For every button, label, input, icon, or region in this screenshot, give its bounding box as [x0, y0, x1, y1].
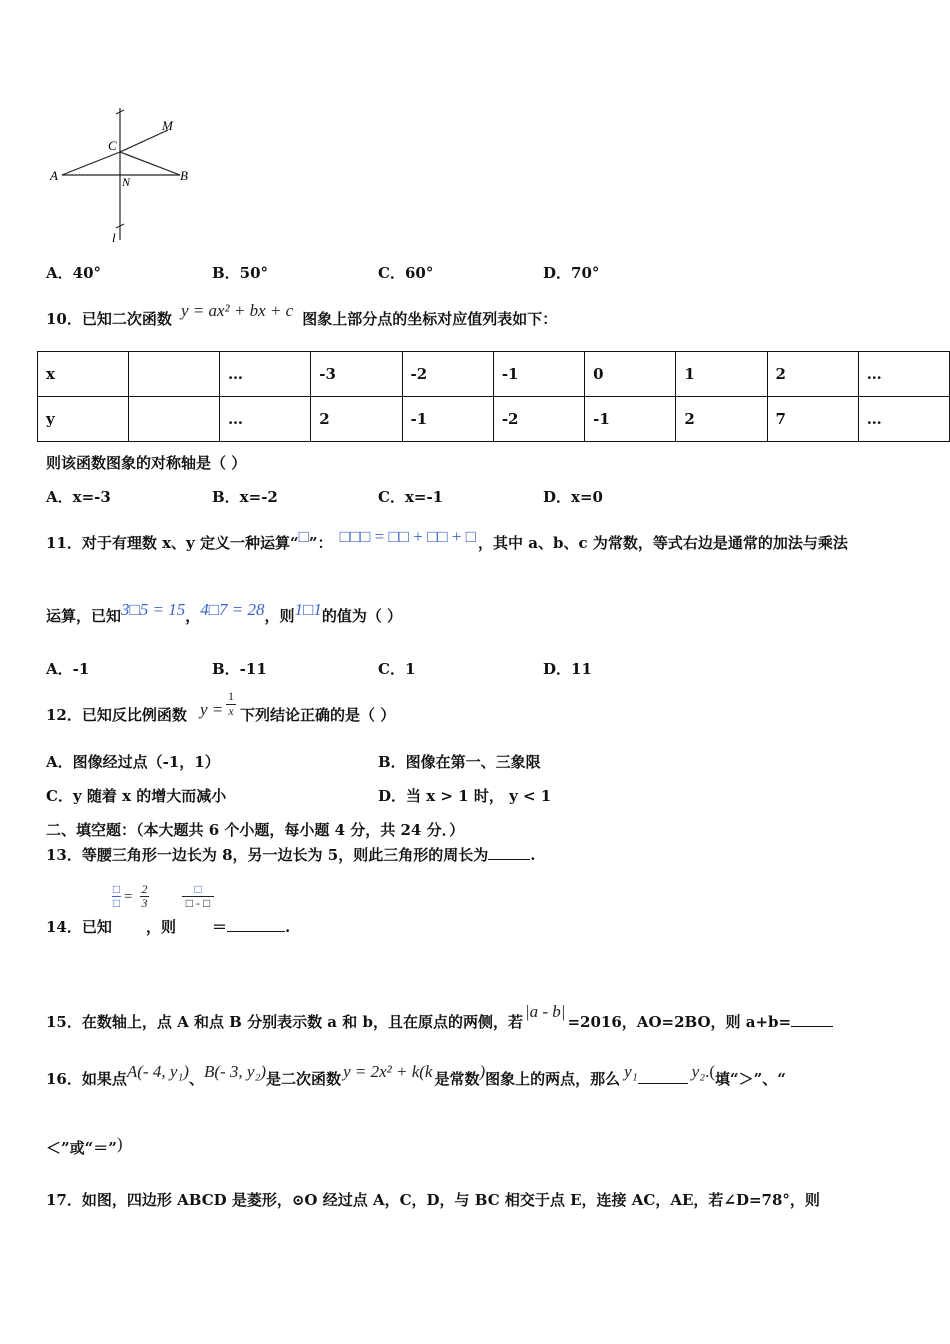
q16-y1: y₁ [624, 1062, 638, 1081]
table-cell: 7 [767, 397, 858, 442]
table-cell: x [38, 352, 129, 397]
table-cell: 0 [585, 352, 676, 397]
q10-question: 则该函数图象的对称轴是（ ） [46, 454, 247, 472]
label-a: A [50, 168, 58, 183]
q14-eq: = [124, 889, 133, 905]
q14-frac1 [112, 883, 121, 910]
table-cell: -1 [585, 397, 676, 442]
q10-suffix: 图象上部分点的坐标对应值列表如下： [302, 310, 558, 328]
q12-option-b[interactable]: B．图像在第一、三象限 [378, 753, 541, 771]
q14-frac1-rhs [140, 883, 149, 910]
q14-frac1-rden: 3 [141, 896, 148, 910]
q14-frac2-num: □ [194, 882, 202, 896]
q16-paren: ) [479, 1062, 486, 1081]
q11-option-d[interactable]: D．11 [543, 660, 592, 678]
q15-stem [46, 1002, 833, 1032]
q16-stem-line2 [46, 1134, 123, 1158]
q16-sep: 、 [188, 1070, 204, 1088]
q16-y2-tail: .( [705, 1062, 716, 1081]
q12-prefix: 12．已知反比例函数 [46, 706, 187, 724]
q14-middle: ，则 [146, 918, 177, 936]
q16-point-a: A(- 4, y₁) [126, 1062, 189, 1081]
table-cell: … [858, 397, 949, 442]
q11-formula: □□□ = □□ + □□ + □ [339, 527, 477, 546]
q13-text: 13．等腰三角形一边长为 8，另一边长为 5，则此三角形的周长为 [46, 846, 489, 864]
q15-answer-blank[interactable] [791, 1012, 833, 1027]
table-cell [129, 352, 220, 397]
segment-ac [62, 152, 120, 175]
table-cell: … [858, 352, 949, 397]
q14-frac1-den: □ [112, 896, 121, 910]
label-n: N [122, 175, 131, 189]
q14-end: . [285, 918, 291, 936]
q13-answer-blank[interactable] [488, 845, 530, 860]
q12-option-a[interactable]: A．图像经过点（-1，1） [46, 753, 220, 771]
q10-prefix: 10．已知二次函数 [46, 310, 172, 328]
q11-suffix: ，其中 a、b、c 为常数，等式右边是通常的加法与乘法 [478, 534, 848, 552]
q10-option-b[interactable]: B．x=-2 [212, 488, 278, 506]
q14-frac2-den: □ - □ [182, 896, 214, 910]
table-cell: y [38, 397, 129, 442]
q12-formula-lhs: y = [200, 700, 224, 719]
table-cell: 2 [311, 397, 402, 442]
q14-suffix: ＝ [212, 918, 228, 936]
q12-option-d[interactable]: D．当 x > 1 时， y < 1 [378, 787, 552, 805]
q16-line2: ＜”或“＝” [46, 1139, 117, 1157]
table-cell: … [219, 352, 310, 397]
table-cell: -2 [493, 397, 584, 442]
q13-end: . [530, 846, 536, 864]
segment-cb [120, 152, 180, 175]
q11-eq2: 4□7 = 28 [200, 600, 265, 619]
q11-stem-line1 [46, 527, 848, 553]
q15-text: 15．在数轴上，点 A 和点 B 分别表示数 a 和 b，且在原点的两侧，若 [46, 1013, 523, 1031]
q10-option-d[interactable]: D．x=0 [543, 488, 603, 506]
q17-stem: 17．如图，四边形 ABCD 是菱形，⊙O 经过点 A，C，D，与 BC 相交于点 E，连接 AC，AE，若∠D=78°，则 [46, 1191, 820, 1209]
table-cell: -2 [402, 352, 493, 397]
q16-mid2: 是常数 [434, 1070, 480, 1088]
q11-stem-line2 [46, 600, 403, 626]
table-cell: 1 [676, 352, 767, 397]
q11-sep2: ，则 [264, 607, 295, 625]
q16-formula: y = 2x² + k(k [343, 1062, 433, 1081]
q9-option-b[interactable]: B．50° [212, 264, 269, 282]
label-m: M [162, 118, 173, 133]
table-cell [129, 397, 220, 442]
table-cell: -1 [402, 397, 493, 442]
q16-y2: y₂ [691, 1062, 706, 1081]
q12-denominator: x [226, 704, 236, 718]
q11-option-a[interactable]: A．-1 [46, 660, 90, 678]
q11-eq1: 3□5 = 15 [121, 600, 186, 619]
q15-suffix: =2016，AO=2BO，则 a+b= [567, 1013, 792, 1031]
q11-eq3: 1□1 [294, 600, 322, 619]
q16-answer-blank[interactable] [638, 1069, 688, 1084]
q11-mid: ”： [308, 534, 333, 552]
q11-sep1: ， [185, 607, 201, 625]
value-table [37, 351, 950, 442]
q16-line2-paren: ) [116, 1134, 123, 1153]
label-b: B [180, 168, 188, 183]
geometry-figure [40, 100, 210, 250]
q9-option-c[interactable]: C．60° [378, 264, 434, 282]
table-row [38, 397, 950, 442]
q10-stem [46, 301, 558, 329]
q16-mid3: 图象上的两点，那么 [485, 1070, 621, 1088]
q11-line2a: 运算，已知 [46, 607, 122, 625]
label-l: l [112, 230, 116, 245]
q14-answer [212, 916, 290, 937]
q14-prefix: 14．已知 [46, 918, 112, 936]
q9-option-a[interactable]: A．40° [46, 264, 102, 282]
q14-frac1-rnum: 2 [141, 882, 148, 896]
table-row [38, 352, 950, 397]
q12-suffix: 下列结论正确的是（ ） [240, 706, 396, 724]
q11-prefix: 11．对于有理数 x、y 定义一种运算“ [46, 534, 299, 552]
q16-point-b: B(- 3, y₂) [203, 1062, 267, 1081]
q12-fraction [226, 690, 236, 718]
table-cell: … [219, 397, 310, 442]
q10-option-a[interactable]: A．x=-3 [46, 488, 111, 506]
q12-numerator: 1 [228, 689, 234, 703]
table-cell: 2 [676, 397, 767, 442]
q16-tail: 填“＞”、“ [715, 1070, 786, 1088]
q11-line2b: 的值为（ ） [321, 607, 403, 625]
q15-abs: |a - b| [524, 1002, 566, 1021]
table-cell: 2 [767, 352, 858, 397]
q14-frac1-num: □ [112, 882, 121, 896]
q11-option-c[interactable]: C．1 [378, 660, 416, 678]
q9-option-d[interactable]: D．70° [543, 264, 600, 282]
table-cell: -3 [311, 352, 402, 397]
q11-option-b[interactable]: B．-11 [212, 660, 267, 678]
q12-option-c[interactable]: C．y 随着 x 的增大而减小 [46, 787, 227, 805]
label-c: C [108, 138, 117, 153]
q10-formula: y = ax² + bx + c [180, 301, 294, 320]
q11-op: □ [298, 527, 309, 546]
ray-cm [120, 130, 168, 152]
q14-frac2 [182, 883, 214, 910]
table-cell: -1 [493, 352, 584, 397]
q10-option-c[interactable]: C．x=-1 [378, 488, 444, 506]
q14-answer-blank[interactable] [227, 917, 285, 932]
q16-mid: 是二次函数 [266, 1070, 342, 1088]
q16-stem-line1 [46, 1062, 786, 1089]
section-title: 二、填空题：（本大题共 6 个小题，每小题 4 分，共 24 分．） [46, 821, 465, 839]
q13-stem [46, 844, 535, 865]
q16-prefix: 16．如果点 [46, 1070, 127, 1088]
